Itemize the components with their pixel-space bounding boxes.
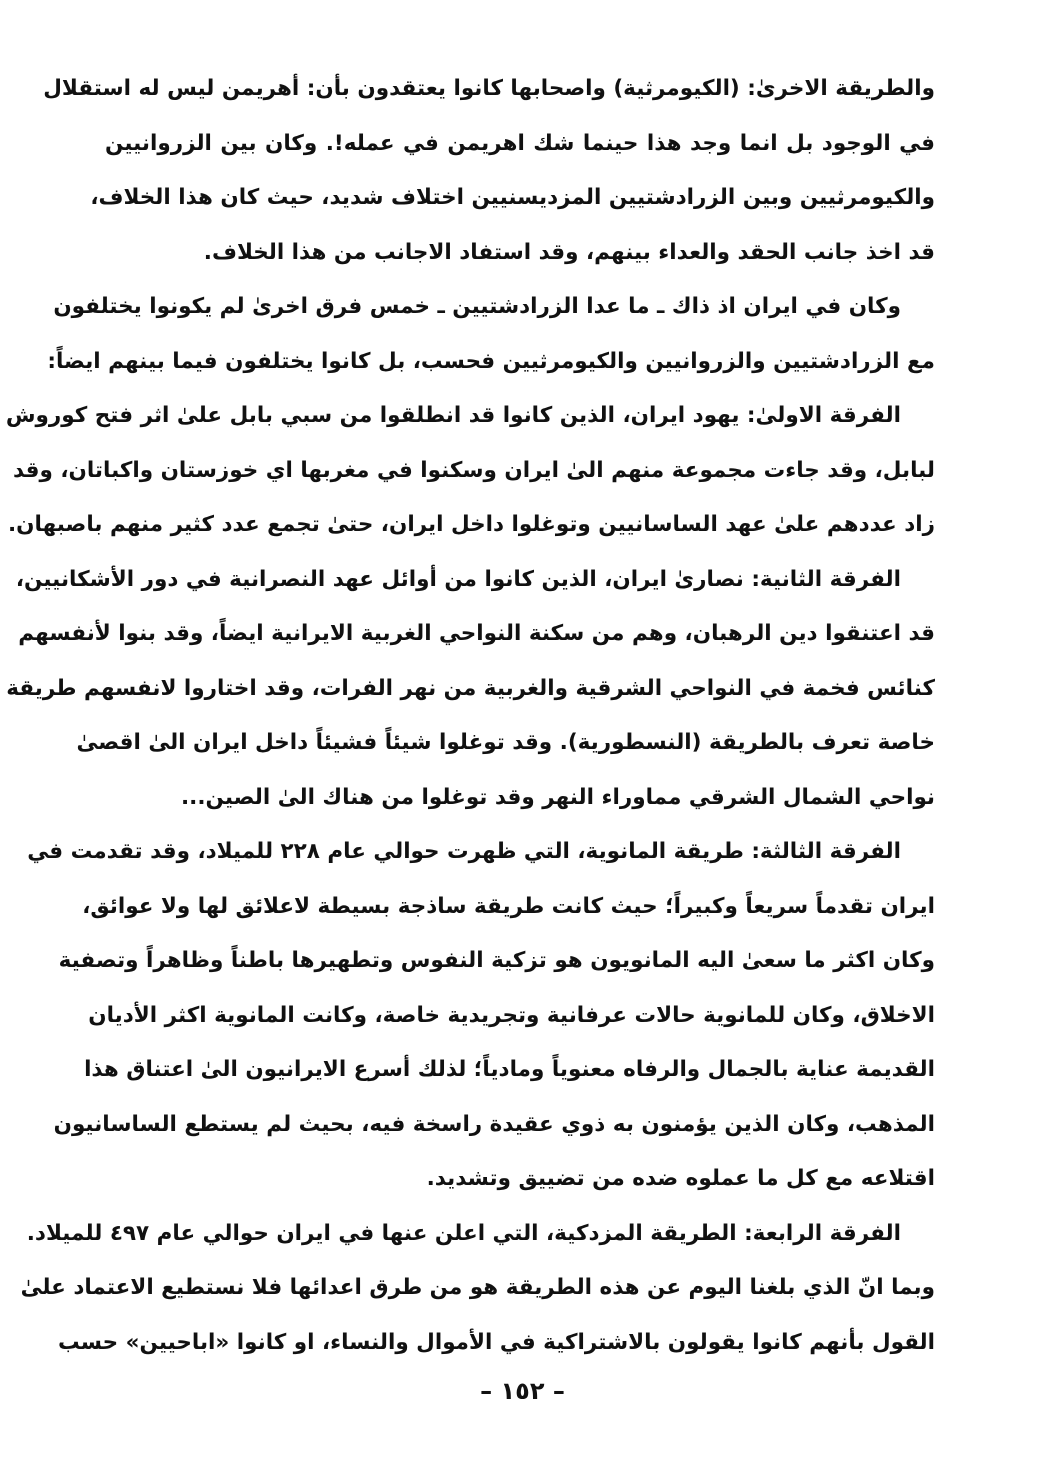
text-line: وكان في ايران اذ ذاك ـ ما عدا الزرادشتيين ـ خمس فرق اخرىٰ لم يكونوا يختلفون <box>53 294 901 319</box>
text-line: قد اعتنقوا دين الرهبان، وهم من سكنة النواحي الغربية الايرانية ايضاً، وقد بنوا لأنفسهم <box>18 621 935 646</box>
text-line: وبما انّ الذي بلغنا اليوم عن هذه الطريقة هو من طرق اعدائها فلا نستطيع الاعتماد علىٰ <box>20 1275 935 1300</box>
text-line: القديمة عناية بالجمال والرفاه معنوياً ومادياً؛ لذلك أسرع الايرانيون الىٰ اعتناق هذا <box>84 1057 935 1082</box>
text-line: نواحي الشمال الشرقي مماوراء النهر وقد توغلوا من هناك الىٰ الصين... <box>181 784 935 810</box>
text-line: المذهب، وكان الذين يؤمنون به ذوي عقيدة راسخة فيه، بحيث لم يستطع الساسانيون <box>53 1111 935 1137</box>
text-line: اقتلاعه مع كل ما عملوه ضده من تضييق وتشديد. <box>426 1166 935 1191</box>
text-line: لبابل، وقد جاءت مجموعة منهم الىٰ ايران وسكنوا في مغربها اي خوزستان واكباتان، وقد <box>13 457 935 483</box>
text-line: الاخلاق، وكان للمانوية حالات عرفانية وتجريدية خاصة، وكانت المانوية اكثر الأديان <box>88 1002 935 1028</box>
text-line: كنائس فخمة في النواحي الشرقية والغربية من نهر الفرات، وقد اختاروا لانفسهم طريقة <box>6 675 935 701</box>
paragraph-1 <box>43 62 935 280</box>
text-line: في الوجود بل انما وجد هذا حينما شك اهريمن في عمله!. وكان بين الزروانيين <box>105 130 935 156</box>
text-line: مع الزرادشتيين والزروانيين والكيومرثيين فحسب، بل كانوا يختلفون فيما بينهم ايضاً: <box>47 348 935 374</box>
text-line: الفرقة الثالثة: طريقة المانوية، التي ظهرت حوالي عام ٢٢٨ للميلاد، وقد تقدمت في <box>27 839 901 864</box>
paragraph-2 <box>47 280 935 389</box>
text-line: وكان اكثر ما سعىٰ اليه المانويون هو تزكية النفوس وتطهيرها باطناً وظاهراً وتصفية <box>58 948 935 973</box>
text-line: الفرقة الرابعة: الطريقة المزدكية، التي اعلن عنها في ايران حوالي عام ٤٩٧ للميلاد. <box>26 1220 901 1246</box>
text-line: الفرقة الاولىٰ: يهود ايران، الذين كانوا قد انطلقوا من سبي بابل علىٰ اثر فتح كوروش <box>5 403 901 428</box>
text-line: ايران تقدماً سريعاً وكبيراً؛ حيث كانت طريقة ساذجة بسيطة لاعلائق لها ولا عوائق، <box>82 893 935 919</box>
paragraph-3 <box>5 389 935 553</box>
text-line: الفرقة الثانية: نصارىٰ ايران، الذين كانوا من أوائل عهد النصرانية في دور الأشكانيين، <box>15 566 901 592</box>
paragraph-6 <box>20 1207 935 1371</box>
page-body <box>5 62 935 1442</box>
paragraph-5 <box>27 825 935 1207</box>
text-line: زاد عددهم علىٰ عهد الساسانيين وتوغلوا داخل ايران، حتىٰ تجمع عدد كثير منهم باصبهان. <box>8 512 935 537</box>
page-number: – ١٥٢ – <box>480 1377 565 1405</box>
text-line: والطريقة الاخرىٰ: (الكيومرثية) واصحابها كانوا يعتقدون بأن: أهريمن ليس له استقلال <box>43 76 935 101</box>
text-block <box>5 62 935 1370</box>
text-line: خاصة تعرف بالطريقة (النسطورية). وقد توغلوا شيئاً فشيئاً داخل ايران الىٰ اقصىٰ <box>76 730 935 755</box>
text-line: القول بأنهم كانوا يقولون بالاشتراكية في الأموال والنساء، او كانوا «اباحيين» حسب <box>58 1329 935 1355</box>
text-line: والكيومرثيين وبين الزرادشتيين المزديسنيين اختلاف شديد، حيث كان هذا الخلاف، <box>90 185 935 210</box>
text-line: قد اخذ جانب الحقد والعداء بينهم، وقد استفاد الاجانب من هذا الخلاف. <box>203 239 935 265</box>
paragraph-4 <box>6 553 935 826</box>
